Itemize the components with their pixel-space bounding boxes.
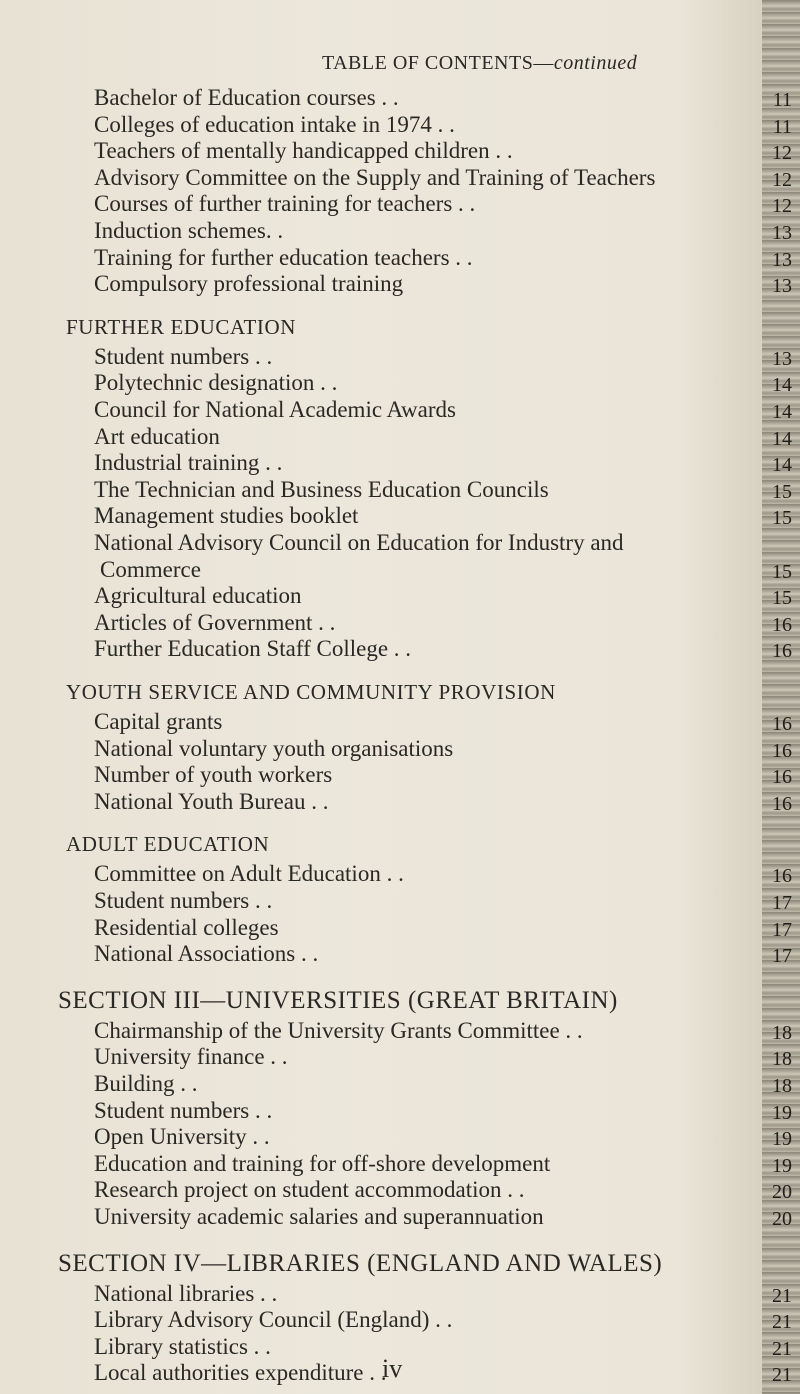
toc-entry: Number of youth workers xyxy=(94,762,333,788)
toc-entry: Research project on student accommodation . . xyxy=(94,1177,525,1203)
toc-entry: National Advisory Council on Education for Industry and xyxy=(94,530,624,555)
toc-page-number: 11 xyxy=(772,115,792,138)
toc-entry: National Associations . . xyxy=(94,941,319,967)
toc-page-number: 14 xyxy=(772,374,792,397)
toc-page-number: 21 xyxy=(772,1364,792,1387)
toc-page-number: 16 xyxy=(772,613,792,636)
toc-entry: Art education xyxy=(94,423,220,449)
toc-page-number: 20 xyxy=(772,1208,792,1230)
toc-entry: Library statistics . . xyxy=(94,1333,271,1359)
toc-page-number: 16 xyxy=(772,640,792,663)
toc-entry: Open University . . xyxy=(94,1124,270,1150)
toc-page-number: 19 xyxy=(772,1101,792,1124)
toc-entry: University academic salaries and superannuation xyxy=(94,1204,544,1229)
toc-entry: Building . . xyxy=(94,1071,198,1096)
toc-entry: Induction schemes. . xyxy=(94,218,284,243)
toc-page-number: 21 xyxy=(772,1284,792,1307)
toc-entry: Polytechnic designation . . xyxy=(94,370,338,396)
toc-page-number: 18 xyxy=(772,1048,792,1071)
toc-page-number: 13 xyxy=(772,222,792,244)
toc-page-number: 16 xyxy=(772,766,792,789)
toc-page-number: 18 xyxy=(772,1021,792,1044)
toc-entry: Student numbers . . xyxy=(94,1097,273,1123)
toc-page-number: 18 xyxy=(772,1075,792,1097)
toc-entry: The Technician and Business Education Councils xyxy=(94,476,549,502)
toc-entry: Colleges of education intake in 1974 . . xyxy=(94,111,455,137)
toc-page-number: 17 xyxy=(772,892,792,914)
toc-page-number: 15 xyxy=(772,587,792,610)
toc-entry: Courses of further training for teachers . . xyxy=(94,191,476,217)
toc-entry: Student numbers . . xyxy=(94,888,273,913)
toc-entry: Capital grants xyxy=(94,709,223,734)
toc-entry: Council for National Academic Awards xyxy=(94,397,456,422)
toc-entry: Commerce xyxy=(100,556,201,582)
toc-entry: National Youth Bureau . . xyxy=(94,788,329,814)
toc-page-number: 16 xyxy=(772,792,792,815)
section-heading: SECTION IV—LIBRARIES (ENGLAND AND WALES) xyxy=(58,1249,663,1277)
toc-page-number: 12 xyxy=(772,168,792,191)
toc-page-number: 16 xyxy=(772,865,792,888)
toc-entry: Advisory Committee on the Supply and Training of Teachers xyxy=(94,164,656,190)
section-heading: SECTION III—UNIVERSITIES (GREAT BRITAIN) xyxy=(58,986,618,1014)
toc-page-number: 12 xyxy=(772,142,792,165)
toc-page-number: 12 xyxy=(772,195,792,218)
toc-page-number: 19 xyxy=(772,1128,792,1151)
toc-page-number: 13 xyxy=(772,248,792,271)
toc-entry: Library Advisory Council (England) . . xyxy=(94,1307,453,1333)
toc-page-number: 13 xyxy=(772,275,792,298)
toc-page-number: 15 xyxy=(772,560,792,583)
section-heading: FURTHER EDUCATION xyxy=(66,314,297,339)
toc-entry: University finance . . xyxy=(94,1044,288,1070)
toc-page-number: 16 xyxy=(772,713,792,735)
toc-page-number: 14 xyxy=(772,401,792,423)
toc-entry: Local authorities expenditure . . xyxy=(94,1360,387,1386)
toc-entry: Agricultural education xyxy=(94,583,302,609)
toc-entry: Industrial training . . xyxy=(94,450,283,476)
toc-entry: Education and training for off-shore development xyxy=(94,1150,551,1176)
toc-entry: Residential colleges xyxy=(94,914,279,940)
toc-entry: National libraries . . xyxy=(94,1280,278,1306)
toc-page-number: 16 xyxy=(772,739,792,762)
running-header xyxy=(322,52,637,75)
toc-page-number: 11 xyxy=(772,89,792,111)
toc-entry: Further Education Staff College . . xyxy=(94,636,412,662)
toc-page-number: 15 xyxy=(772,480,792,503)
toc-page-number: 14 xyxy=(772,454,792,477)
header-continued: continued xyxy=(553,52,638,74)
toc-page-number: 21 xyxy=(772,1311,792,1334)
toc-entry: Teachers of mentally handicapped children . . xyxy=(94,138,513,164)
section-heading: YOUTH SERVICE AND COMMUNITY PROVISION xyxy=(66,680,556,704)
toc-entry: Chairmanship of the University Grants Committee . . xyxy=(94,1017,583,1043)
toc-entry: Compulsory professional training xyxy=(94,271,404,297)
toc-page-number: 17 xyxy=(772,945,792,968)
toc-page-number: 19 xyxy=(772,1154,792,1177)
section-heading: ADULT EDUCATION xyxy=(66,832,270,857)
toc-entry: Articles of Government . . xyxy=(94,609,336,635)
toc-page-number: 17 xyxy=(772,918,792,941)
toc-page-number: 14 xyxy=(772,427,792,450)
toc-entry: Student numbers . . xyxy=(94,343,273,369)
header-title: TABLE OF CONTENTS— xyxy=(322,52,554,74)
toc-page-number: 21 xyxy=(772,1337,792,1360)
toc-entry: National voluntary youth organisations xyxy=(94,735,454,761)
page-folio: iv xyxy=(382,1354,403,1383)
toc-entry: Bachelor of Education courses . . xyxy=(94,85,399,110)
toc-entry: Management studies booklet xyxy=(94,503,359,529)
toc-page-number: 15 xyxy=(772,507,792,530)
toc-page-number: 20 xyxy=(772,1181,792,1204)
toc-entry: Training for further education teachers . . xyxy=(94,244,473,270)
toc-entry: Committee on Adult Education . . xyxy=(94,861,404,887)
toc-page-number: 13 xyxy=(772,347,792,370)
